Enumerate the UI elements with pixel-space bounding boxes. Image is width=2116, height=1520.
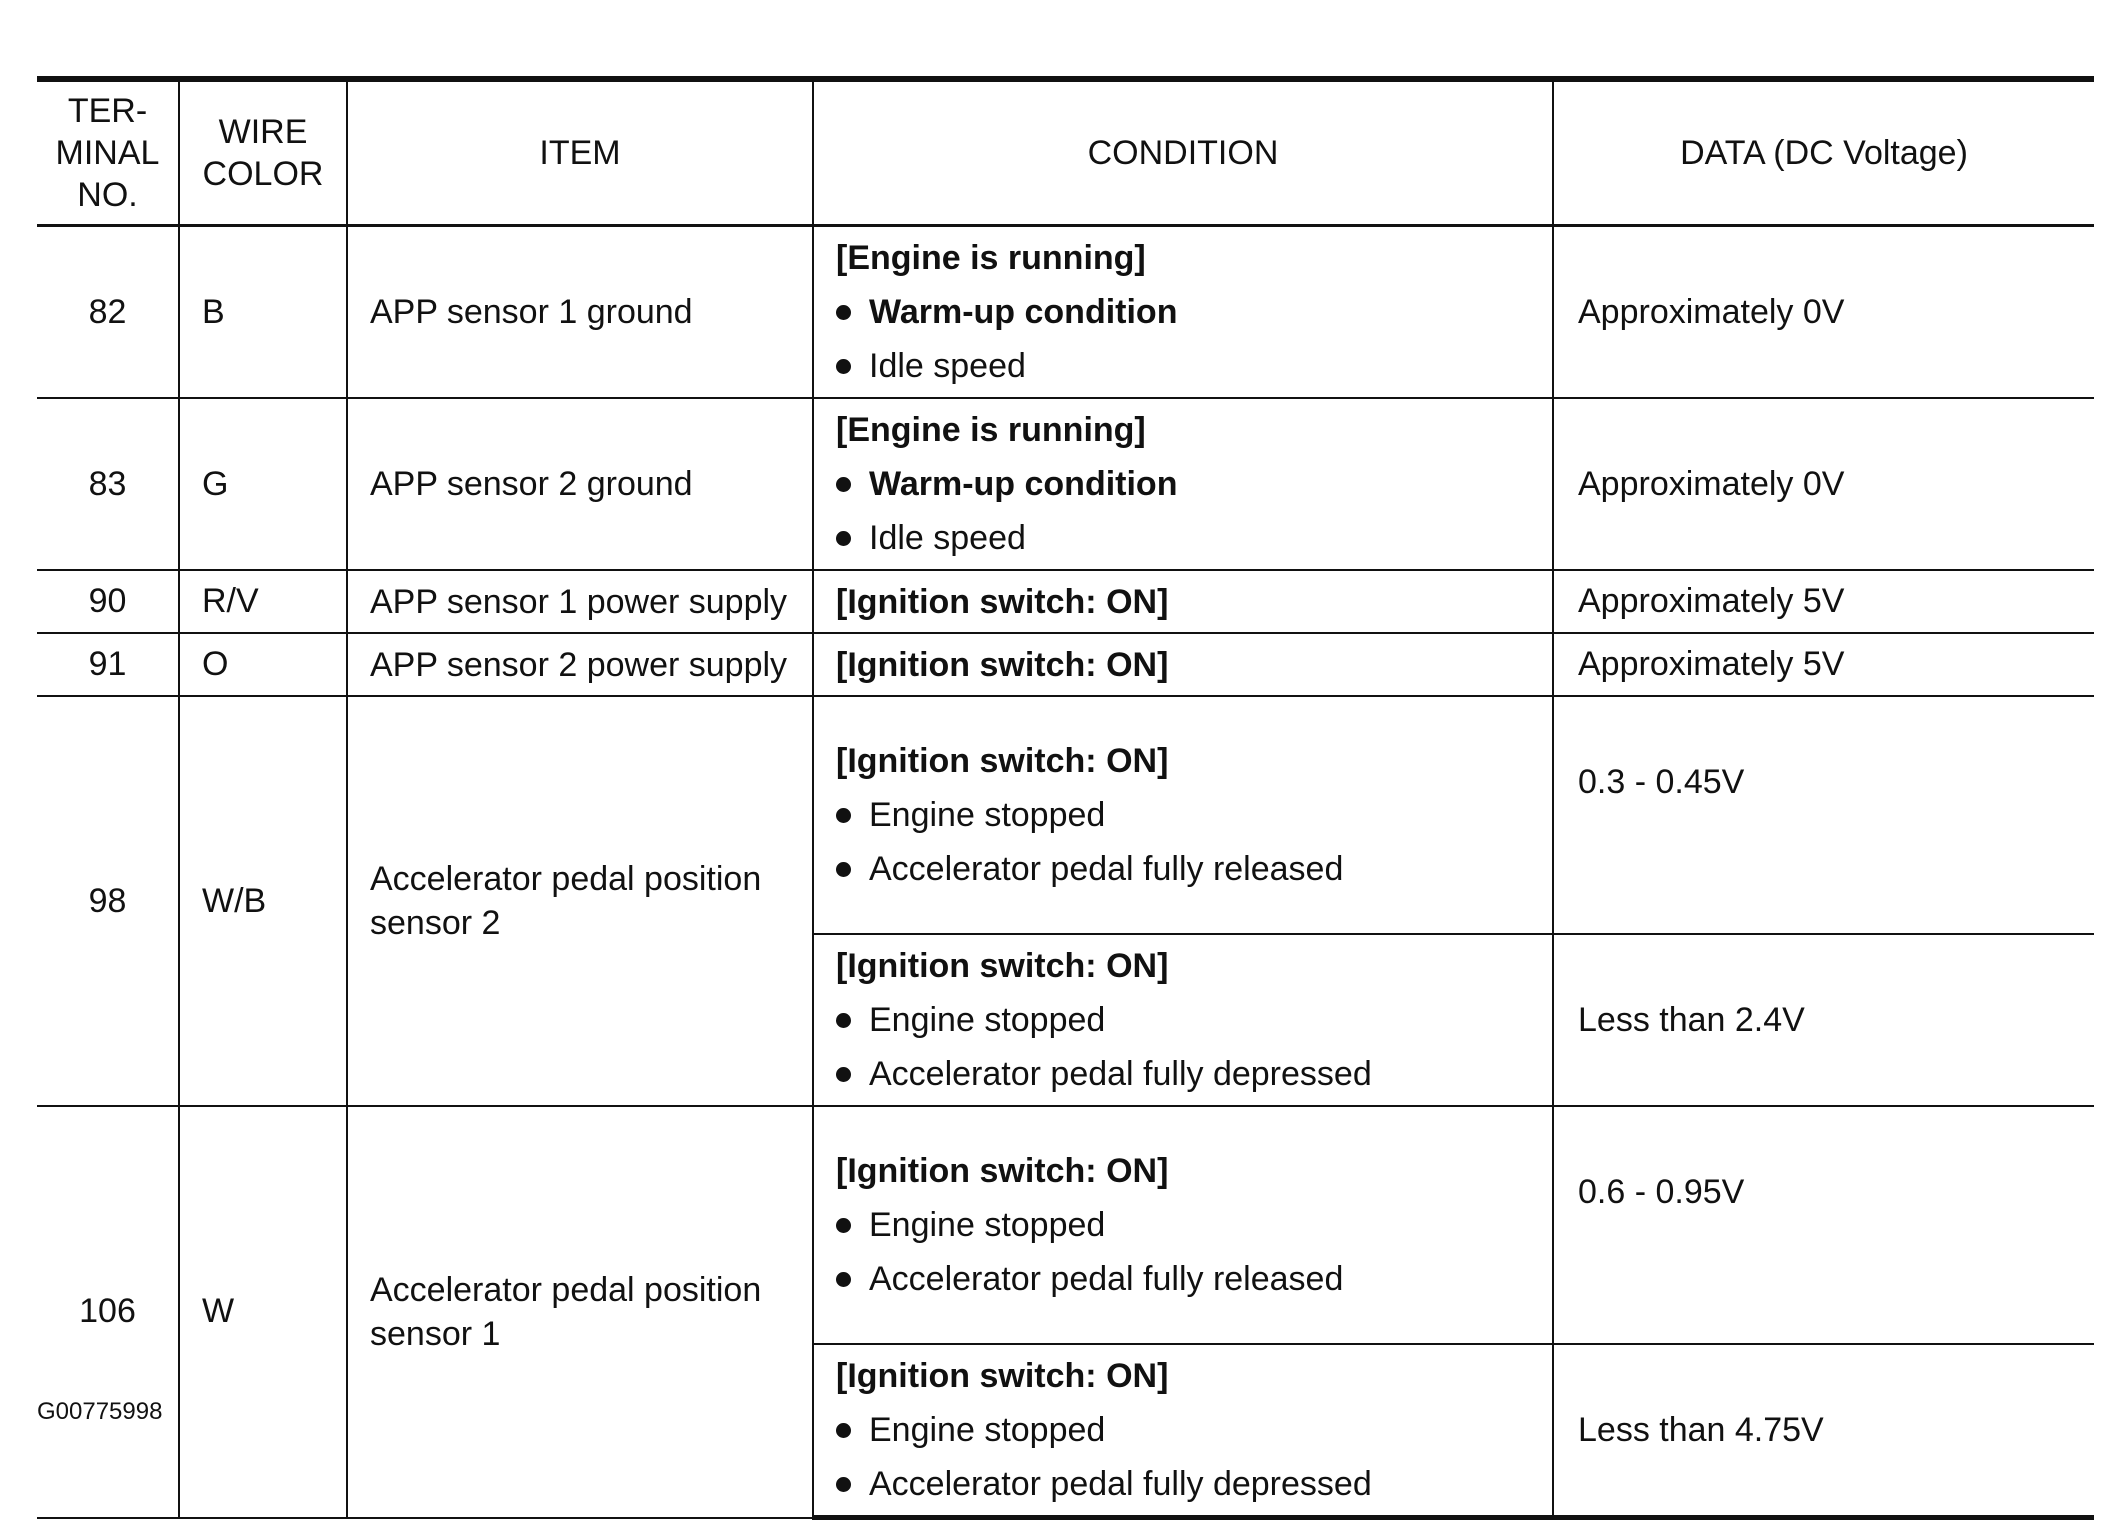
condition-heading: [Ignition switch: ON]: [836, 1152, 1169, 1190]
condition-text: Idle speed: [869, 347, 1026, 385]
voltage-data: 0.6 - 0.95V: [1553, 1106, 2094, 1344]
condition-heading: [Engine is running]: [836, 411, 1146, 449]
condition-text: Warm-up condition: [869, 293, 1178, 331]
condition-heading: [Engine is running]: [836, 239, 1146, 277]
condition-line: [836, 511, 1552, 565]
header-wire-color: [179, 79, 347, 226]
condition-cell: [813, 1106, 1553, 1344]
table-row: [37, 570, 2094, 633]
wire-color: W: [179, 1106, 347, 1518]
bullet-icon: [836, 305, 851, 320]
bullet-icon: [836, 808, 851, 823]
header-data: DATA (DC Voltage): [1553, 79, 2094, 226]
condition-line: [836, 1047, 1552, 1101]
bullet-icon: [836, 1477, 851, 1492]
item-description: APP sensor 2 power supply: [347, 633, 813, 696]
condition-text: Engine stopped: [869, 1001, 1106, 1039]
bullet-icon: [836, 359, 851, 374]
condition-text: Engine stopped: [869, 1411, 1106, 1449]
condition-line: [836, 1252, 1552, 1306]
table-row: [37, 226, 2094, 399]
bullet-icon: [836, 1218, 851, 1233]
condition-cell: [813, 696, 1553, 934]
table-row: [37, 1106, 2094, 1344]
voltage-data: Approximately 0V: [1553, 226, 2094, 399]
header-terminal-line: TER-: [67, 92, 148, 130]
condition-heading: [Ignition switch: ON]: [836, 1357, 1169, 1395]
terminal-spec-table: [37, 76, 2094, 1520]
bullet-icon: [836, 1423, 851, 1438]
terminal-number: 90: [37, 570, 179, 633]
condition-line: [836, 457, 1552, 511]
condition-cell: [813, 633, 1553, 696]
header-wire-line: COLOR: [202, 155, 324, 193]
voltage-data: Less than 2.4V: [1553, 934, 2094, 1106]
wire-color: G: [179, 398, 347, 570]
condition-text: Accelerator pedal fully depressed: [869, 1465, 1372, 1503]
figure-id: G00775998: [37, 1398, 163, 1425]
item-description: Accelerator pedal position sensor 1: [347, 1106, 813, 1518]
condition-cell: [813, 226, 1553, 399]
terminal-number: 106: [37, 1106, 179, 1518]
table-row: [37, 398, 2094, 570]
condition-heading: [Ignition switch: ON]: [836, 947, 1169, 985]
condition-cell: [813, 1344, 1553, 1518]
condition-line: [836, 285, 1552, 339]
wire-color: O: [179, 633, 347, 696]
condition-cell: [813, 570, 1553, 633]
condition-cell: [813, 398, 1553, 570]
condition-text: Accelerator pedal fully released: [869, 1260, 1344, 1298]
condition-line: [836, 339, 1552, 393]
bullet-icon: [836, 1013, 851, 1028]
header-terminal-line: MINAL: [55, 134, 160, 172]
condition-text: Warm-up condition: [869, 465, 1178, 503]
item-description: Accelerator pedal position sensor 2: [347, 696, 813, 1106]
wire-color: B: [179, 226, 347, 399]
condition-text: Engine stopped: [869, 796, 1106, 834]
header-item: ITEM: [347, 79, 813, 226]
condition-text: Engine stopped: [869, 1206, 1106, 1244]
header-terminal-no: [37, 79, 179, 226]
table-row: [37, 696, 2094, 934]
wire-color: W/B: [179, 696, 347, 1106]
header-row: [37, 79, 2094, 226]
voltage-data: 0.3 - 0.45V: [1553, 696, 2094, 934]
condition-line: [836, 1198, 1552, 1252]
condition-line: [836, 788, 1552, 842]
bullet-icon: [836, 1067, 851, 1082]
header-terminal-line: NO.: [77, 176, 138, 214]
table-row: [37, 633, 2094, 696]
condition-text: Idle speed: [869, 519, 1026, 557]
condition-line: [836, 1403, 1552, 1457]
condition-line: [836, 1457, 1552, 1511]
voltage-data: Approximately 5V: [1553, 570, 2094, 633]
voltage-data: Approximately 0V: [1553, 398, 2094, 570]
item-description: APP sensor 1 ground: [347, 226, 813, 399]
voltage-data: Approximately 5V: [1553, 633, 2094, 696]
bullet-icon: [836, 862, 851, 877]
condition-cell: [813, 934, 1553, 1106]
condition-text: Accelerator pedal fully depressed: [869, 1055, 1372, 1093]
condition-text: Accelerator pedal fully released: [869, 850, 1344, 888]
terminal-number: 91: [37, 633, 179, 696]
voltage-data: Less than 4.75V: [1553, 1344, 2094, 1518]
condition-heading: [Ignition switch: ON]: [836, 645, 1169, 684]
condition-heading: [Ignition switch: ON]: [836, 582, 1169, 621]
bullet-icon: [836, 1272, 851, 1287]
condition-heading: [Ignition switch: ON]: [836, 742, 1169, 780]
condition-line: [836, 993, 1552, 1047]
item-description: APP sensor 2 ground: [347, 398, 813, 570]
wire-color: R/V: [179, 570, 347, 633]
terminal-number: 83: [37, 398, 179, 570]
terminal-number: 82: [37, 226, 179, 399]
condition-line: [836, 842, 1552, 896]
header-condition: CONDITION: [813, 79, 1553, 226]
header-wire-line: WIRE: [218, 113, 308, 151]
bullet-icon: [836, 477, 851, 492]
terminal-number: 98: [37, 696, 179, 1106]
item-description: APP sensor 1 power supply: [347, 570, 813, 633]
bullet-icon: [836, 531, 851, 546]
